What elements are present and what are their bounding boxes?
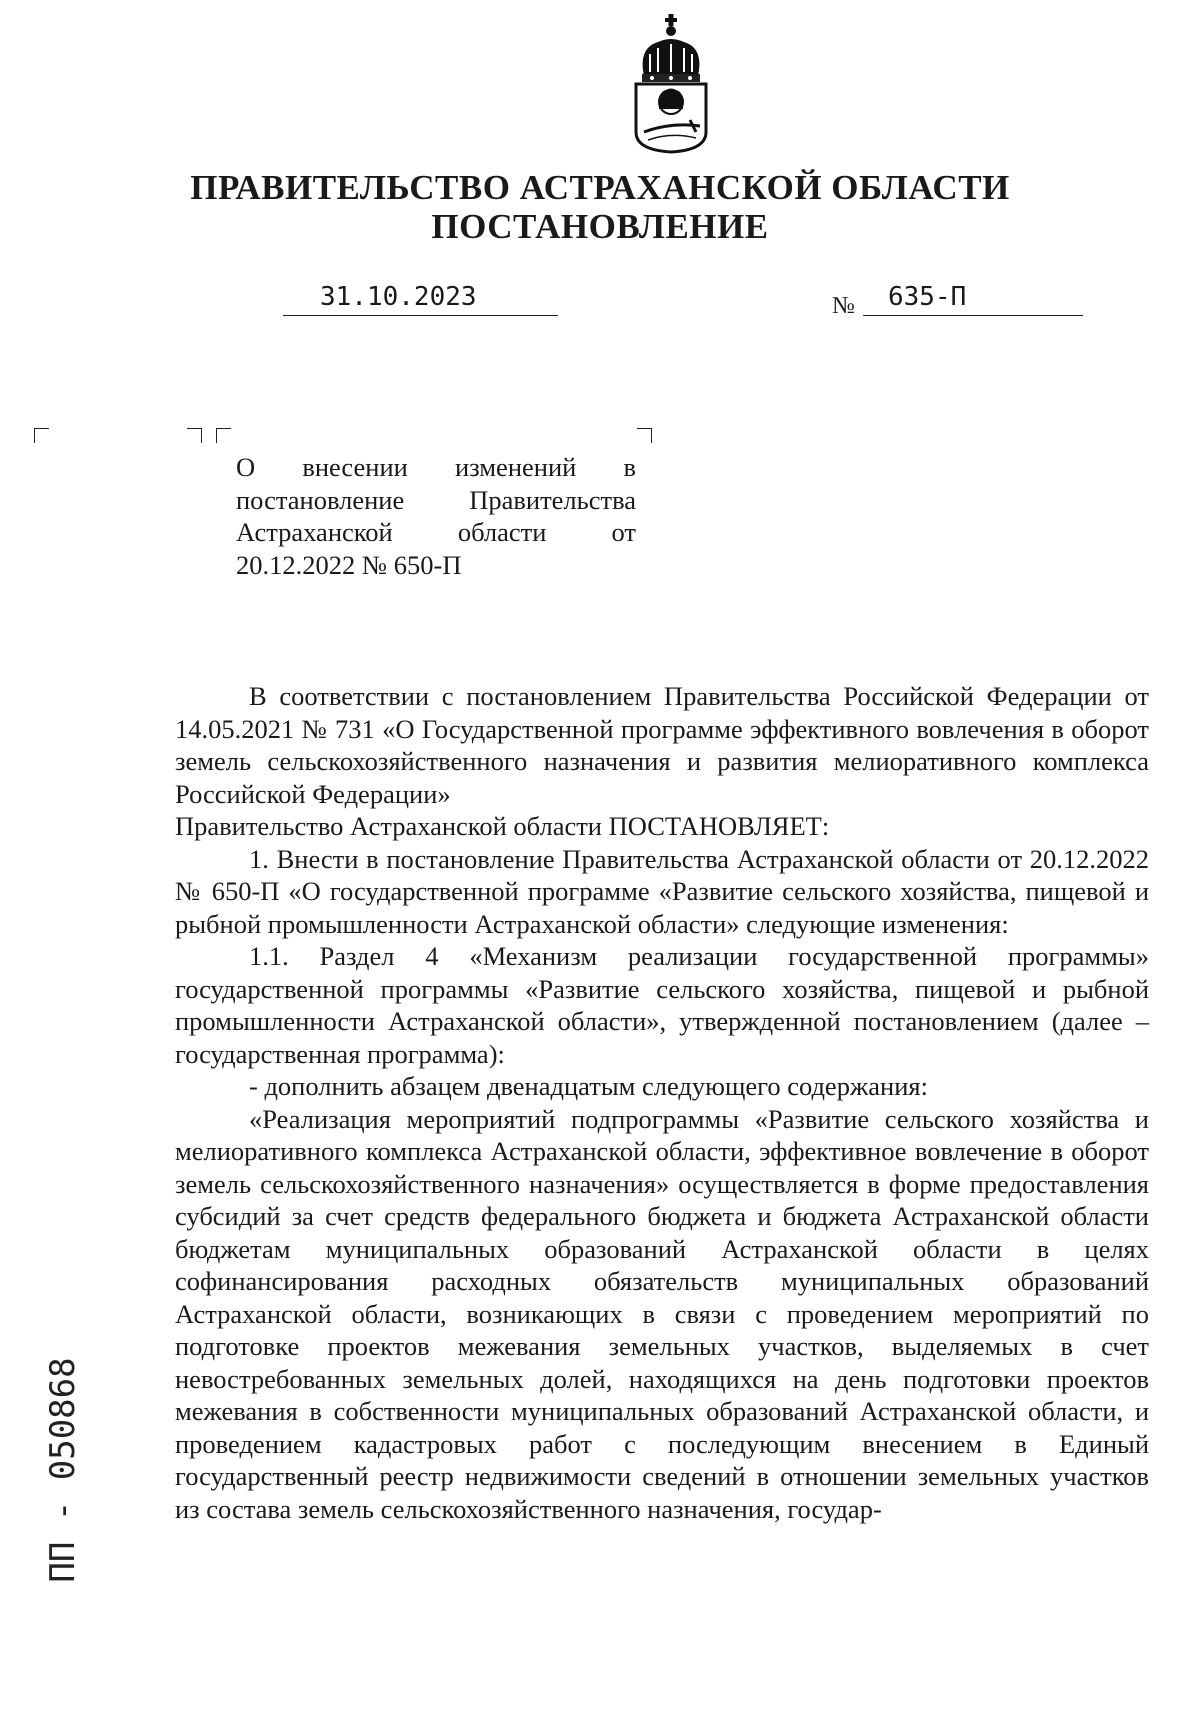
corner-mark-left bbox=[34, 428, 49, 443]
clause-1: 1. Внести в постановление Правительства Астраханской области от 20.12.2022 № 650-П «О государственной программе «Развитие сельского хозяйства, пищевой и рыбной промышленности Астраханской области» следующие изменения: bbox=[175, 843, 1149, 939]
quoted-paragraph: «Реализация мероприятий подпрограммы «Развитие сельского хозяйства и мелиоративного комплекса Астраханской области, эффективное вовлечение в оборот земель сельскохозяйственного назначения» осуществляется в форме предоставления субсидий за счет средств федерального бюджета и бюджета Астраханской области бюджетам муниципальных образований Астраханской области в целях софинансирования расходных обязательств муниципальных образований Астраханской области, возникающих в связи с проведением мероприятий по подготовке проектов межевания земельных участков, выделяемых в счет невостребованных земельных долей, находящихся на день подготовки проектов межевания в собственности муниципальных образований Астраханской области, и проведением кадастровых работ с последующим внесением в Единый государственный реестр недвижимости сведений в отношении земельных участков из состава земель сельскохозяйственного назначения, государ- bbox=[175, 1103, 1149, 1524]
document-body bbox=[175, 680, 1149, 1525]
clause-1-1: 1.1. Раздел 4 «Механизм реализации государственной программы» государственной программы «Развитие сельского хозяйства, пищевой и рыбной промышленности Астраханской области», утвержденной постановлением (далее – государственная программа): bbox=[175, 941, 1149, 1069]
org-title: ПРАВИТЕЛЬСТВО АСТРАХАНСКОЙ ОБЛАСТИ bbox=[190, 168, 1010, 207]
date-underline bbox=[283, 315, 558, 316]
clause-addition: - дополнить абзацем двенадцатым следующего содержания: bbox=[249, 1071, 928, 1101]
preamble-paragraph: В соответствии с постановлением Правительства Российской Федерации от 14.05.2021 № 731 «О Государственной программе эффективного вовлечения в оборот земель сельскохозяйственного назначения и развития мелиоративного комплекса Российской Федерации» bbox=[175, 681, 1149, 809]
number-underline bbox=[863, 315, 1083, 316]
subject-corner-left bbox=[216, 428, 231, 443]
document-number: 635-П bbox=[888, 282, 967, 312]
serial-number: ПП - 050868 bbox=[43, 1357, 83, 1583]
corner-mark-right bbox=[187, 428, 202, 443]
resolution-line: Правительство Астраханской области ПОСТАНОВЛЯЕТ: bbox=[175, 811, 830, 841]
number-sign: № bbox=[832, 293, 855, 319]
document-subject: О внесении изменений в постановление Правительства Астраханской области от 20.12.2022 № 650-П bbox=[236, 452, 636, 580]
subject-corner-right bbox=[637, 428, 652, 443]
doc-type-title: ПОСТАНОВЛЕНИЕ bbox=[431, 207, 769, 246]
serial-stamp bbox=[38, 1255, 88, 1685]
coat-of-arms-icon bbox=[630, 14, 712, 154]
document-date: 31.10.2023 bbox=[320, 282, 477, 312]
